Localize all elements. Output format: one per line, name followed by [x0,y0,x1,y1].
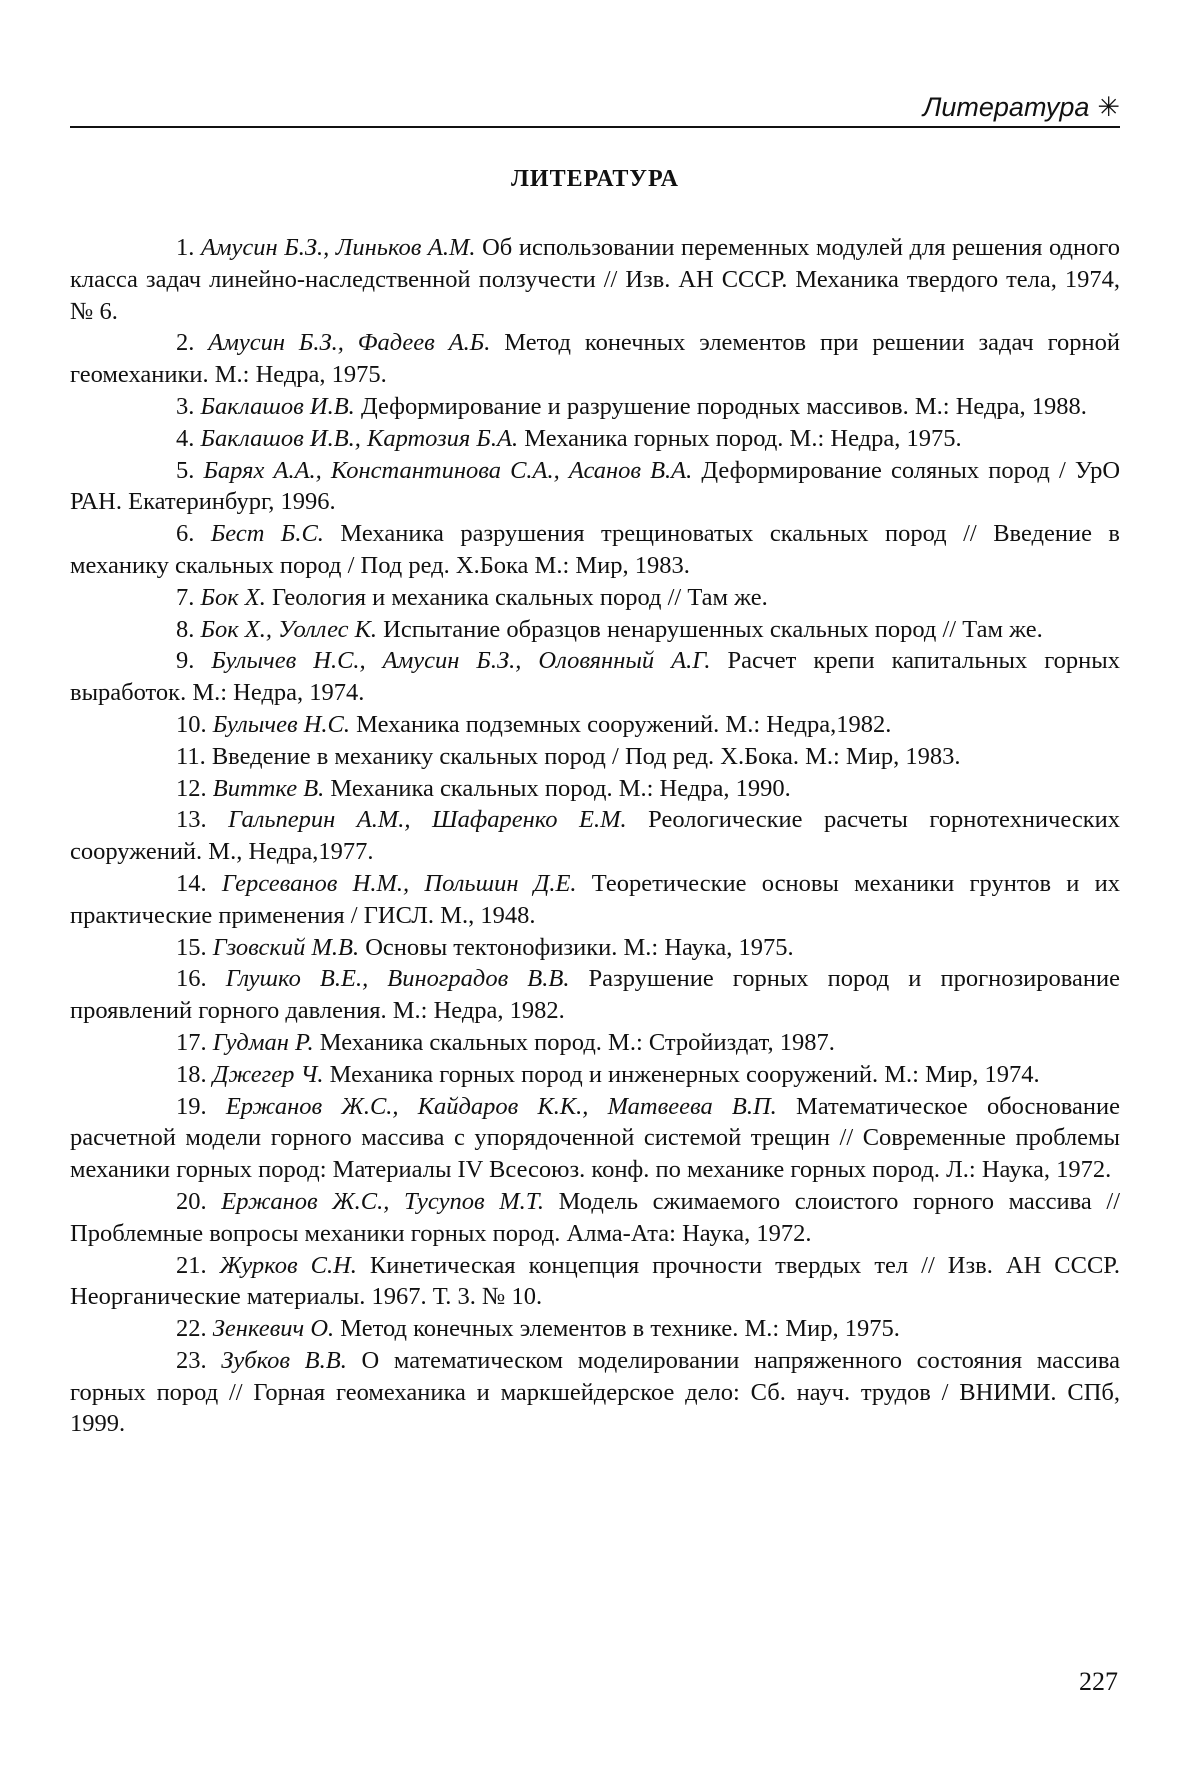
reference-item [70,232,1120,327]
running-title: Литература [922,92,1090,122]
reference-text: Модель сжимаемого слоистого горного массива // Проблемные вопросы механики горных пород. Алма-Ата: Наука, 1972. [70,1187,1120,1247]
reference-authors: Джегер Ч. [212,1060,324,1088]
reference-number: 4. [176,424,195,452]
asterisk-ornament-icon: ✳ [1097,92,1120,122]
reference-item [70,614,1120,646]
reference-authors: Гзовский М.В. [212,933,360,961]
reference-authors: Виттке В. [212,774,325,802]
reference-authors: Герсеванов Н.М., Польшин Д.Е. [221,869,577,897]
reference-item [70,1313,1120,1345]
reference-authors: Журков С.Н. [219,1251,357,1279]
reference-number: 21. [176,1251,207,1279]
reference-text: Кинетическая концепция прочности твердых тел // Изв. АН СССР. Неорганические материалы. 1967. Т. 3. № 10. [70,1251,1121,1311]
reference-text: Разрушение горных пород и прогнозирование проявлений горного давления. М.: Недра, 1982. [70,965,1120,1025]
reference-number: 8. [176,615,195,643]
reference-authors: Баклашов И.В. [200,392,355,420]
reference-item [70,582,1120,614]
reference-text: Теоретические основы механики грунтов и их практические применения / ГИСЛ. М., 1948. [70,869,1121,929]
reference-item [70,1027,1120,1059]
reference-number: 9. [176,647,195,675]
page-number: 227 [1079,1667,1118,1696]
reference-authors: Булычев Н.С., Амусин Б.З., Оловянный А.Г. [211,647,711,675]
reference-item [70,1345,1120,1440]
reference-number: 20. [176,1187,207,1215]
reference-item [70,804,1120,868]
reference-text: Реологические расчеты горнотехнических сооружений. М., Недра,1977. [70,806,1120,866]
reference-authors: Гальперин А.М., Шафаренко Е.М. [228,806,627,834]
reference-item [70,645,1120,709]
reference-authors: Гудман Р. [212,1028,314,1056]
reference-authors: Баклашов И.В., Картозия Б.А. [200,424,519,452]
reference-authors: Барях А.А., Константинова С.А., Асанов В.А. [203,456,693,484]
reference-text: Геология и механика скальных пород // Там же. [265,583,768,611]
reference-number: 18. [176,1060,207,1088]
reference-text: Метод конечных элементов при решении задач горной геомеханики. М.: Недра, 1975. [70,329,1121,389]
reference-item [70,1186,1120,1250]
reference-number: 12. [176,774,207,802]
reference-authors: Ержанов Ж.С., Тусупов М.Т. [221,1187,544,1215]
reference-authors: Зубков В.В. [221,1346,347,1374]
reference-number: 2. [176,329,195,357]
reference-item [70,1250,1120,1314]
reference-text: Математическое обоснование расчетной модели горного массива с упорядоченной системой трещин // Современные проблемы механики горных пород: Материалы IV Всесоюз. конф. по механике горных пород. Л.: Наука, 1972. [70,1092,1120,1184]
reference-text: Введение в механику скальных пород / Под ред. Х.Бока. М.: Мир, 1983. [205,742,961,770]
reference-number: 19. [176,1092,207,1120]
reference-authors: Бок Х., Уоллес К. [200,615,378,643]
reference-text: Деформирование и разрушение породных массивов. М.: Недра, 1988. [354,392,1087,420]
reference-item [70,741,1120,773]
reference-number: 6. [176,520,195,548]
reference-number: 10. [176,710,207,738]
reference-authors: Зенкевич О. [212,1315,335,1343]
reference-authors: Амусин Б.З., Линьков А.М. [200,234,476,261]
reference-item [70,327,1120,391]
reference-text: Механика скальных пород. М.: Стройиздат, 1987. [313,1028,835,1056]
reference-text: Механика скальных пород. М.: Недра, 1990. [324,774,791,802]
reference-authors: Булычев Н.С. [212,710,351,738]
reference-text: Об использовании переменных модулей для решения одного класса задач линейно-наследственной ползучести // Изв. АН СССР. Механика твердого тела, 1974, № 6. [70,234,1121,325]
reference-item [70,1091,1120,1186]
reference-item [70,709,1120,741]
reference-number: 13. [176,806,207,834]
reference-text: О математическом моделировании напряженного состояния массива горных пород // Горная геомеханика и маркшейдерское дело: Сб. науч. трудов / ВНИМИ. СПб, 1999. [70,1346,1120,1438]
reference-authors: Глушко В.Е., Виноградов В.В. [225,965,570,993]
reference-list [70,232,1120,1440]
reference-number: 7. [176,583,195,611]
reference-authors: Амусин Б.З., Фадеев А.Б. [208,329,491,357]
reference-number: 5. [176,456,195,484]
reference-text: Испытание образцов ненарушенных скальных пород // Там же. [377,615,1043,643]
reference-text: Механика разрушения трещиноватых скальных пород // Введение в механику скальных пород / Под ред. Х.Бока М.: Мир, 1983. [70,520,1120,579]
reference-item [70,932,1120,964]
reference-item [70,963,1120,1027]
reference-authors: Ержанов Ж.С., Кайдаров К.К., Матвеева В.П. [225,1092,777,1120]
reference-authors: Бок Х. [200,583,266,611]
reference-item [70,1059,1120,1091]
reference-number: 14. [176,869,207,897]
reference-authors: Бест Б.С. [210,520,324,548]
reference-text: Расчет крепи капитальных горных выработок. М.: Недра, 1974. [70,647,1120,707]
reference-text: Механика подземных сооружений. М.: Недра,1982. [350,710,892,738]
reference-item [70,455,1120,519]
running-header [70,90,1120,128]
reference-item [70,518,1120,582]
reference-text: Механика горных пород и инженерных сооружений. М.: Мир, 1974. [323,1060,1040,1088]
reference-text: Механика горных пород. М.: Недра, 1975. [518,424,962,452]
reference-item [70,868,1120,932]
reference-text: Метод конечных элементов в технике. М.: Мир, 1975. [334,1315,900,1343]
reference-number: 22. [176,1315,207,1343]
reference-number: 11. [176,742,206,770]
reference-item [70,773,1120,805]
reference-number: 23. [176,1346,207,1374]
reference-number: 15. [176,933,207,961]
reference-text: Деформирование соляных пород / УрО РАН. Екатеринбург, 1996. [70,456,1121,516]
reference-item [70,423,1120,455]
reference-number: 3. [176,392,195,420]
reference-number: 17. [176,1028,207,1056]
reference-number: 1. [176,234,195,261]
reference-number: 16. [176,965,207,993]
reference-item [70,391,1120,423]
page-title: ЛИТЕРАТУРА [511,166,679,192]
reference-text: Основы тектонофизики. М.: Наука, 1975. [359,933,794,961]
